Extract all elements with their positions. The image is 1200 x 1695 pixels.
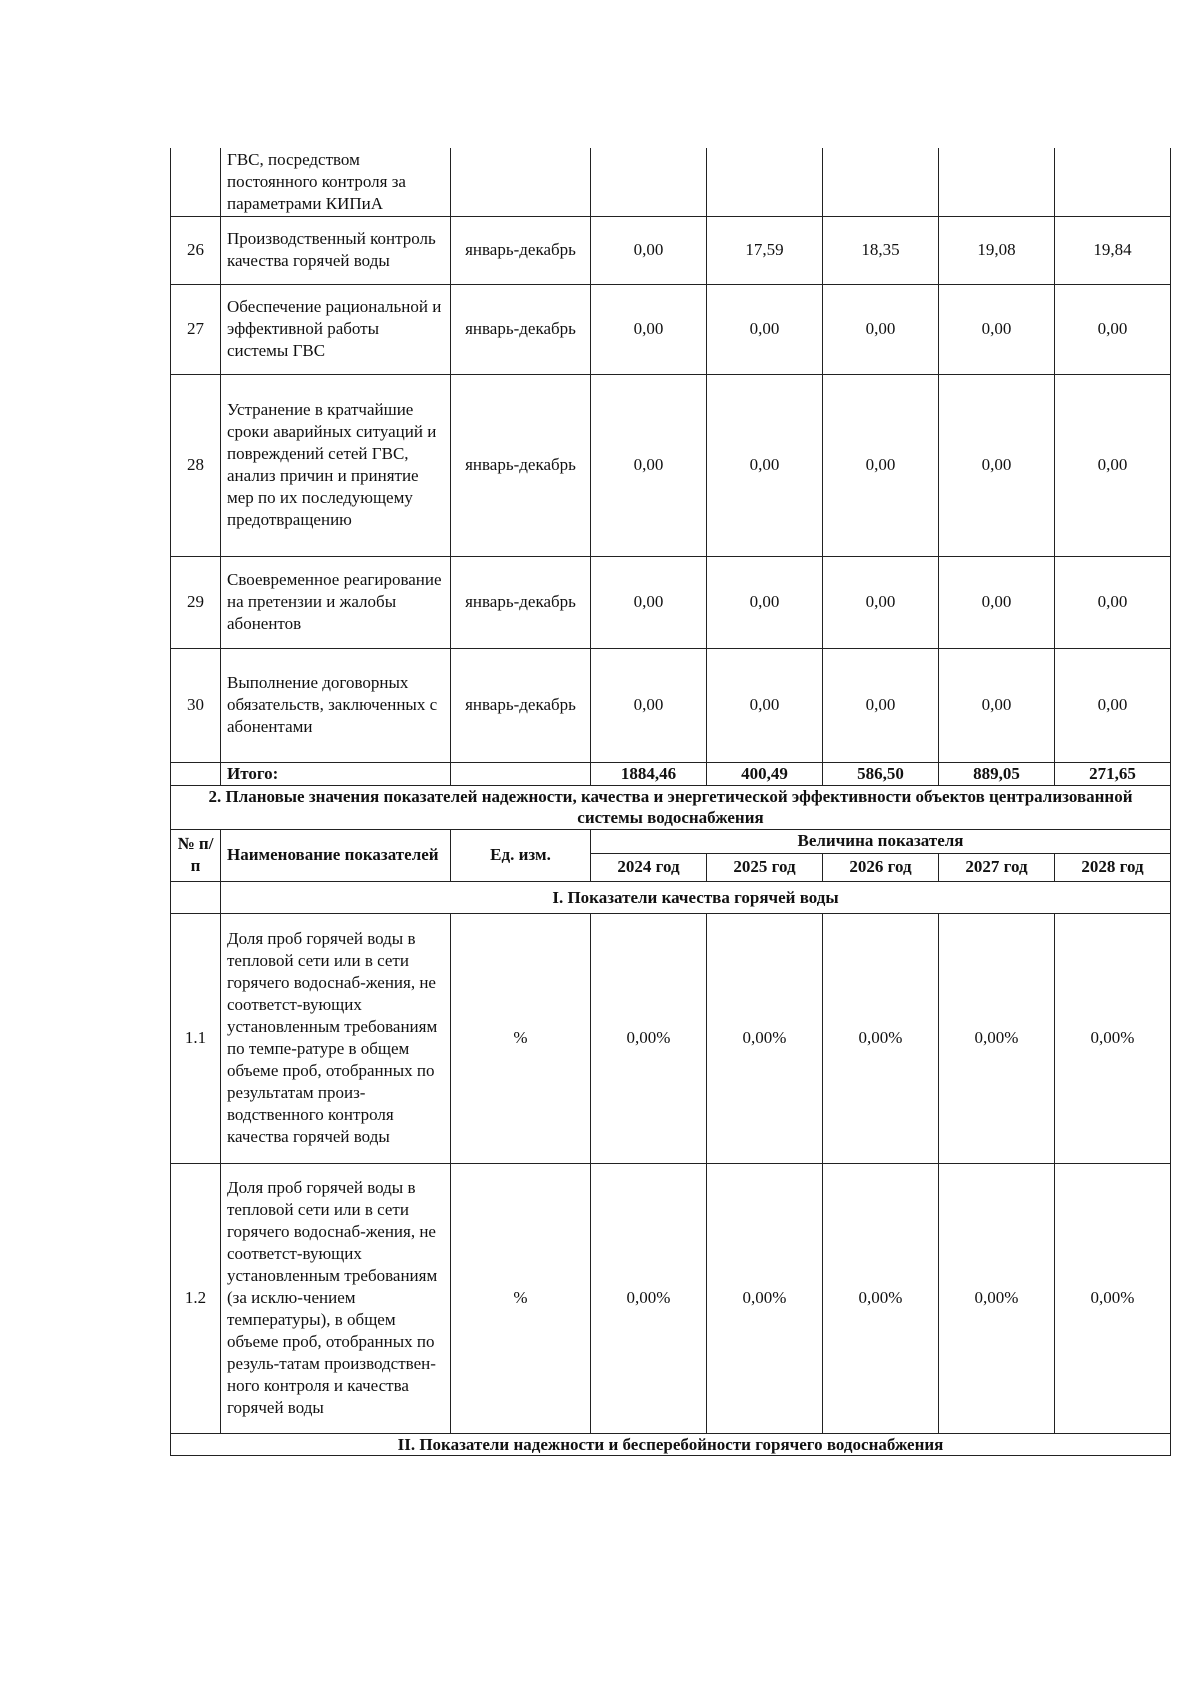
table-row [171,648,1171,762]
header-name: Наименование показателей [221,829,451,881]
row-period [451,148,591,216]
row-value-2024: 0,00 [591,216,707,284]
total-num-empty [171,762,221,785]
table-row [171,556,1171,648]
header-unit: Ед. изм. [451,829,591,881]
row-value-2026: 0,00 [823,556,939,648]
row-value-2028: 0,00 [1055,648,1171,762]
row-unit: % [451,913,591,1163]
row-value-2028: 0,00 [1055,284,1171,374]
row-value-2026: 0,00 [823,284,939,374]
subsection-row [171,1433,1171,1455]
header-group: Величина показателя [591,829,1171,853]
row-num: 1.1 [171,913,221,1163]
row-period: январь-декабрь [451,216,591,284]
header-num: № п/п [171,829,221,881]
header-year-2028: 2028 год [1055,853,1171,881]
header-year-2027: 2027 год [939,853,1055,881]
row-value-2027: 0,00 [939,556,1055,648]
table-row [171,913,1171,1163]
total-value-2026: 586,50 [823,762,939,785]
row-period: январь-декабрь [451,556,591,648]
table-row [171,148,1171,216]
total-value-2025: 400,49 [707,762,823,785]
row-value-2028 [1055,148,1171,216]
total-label: Итого: [221,762,451,785]
row-value-2025: 0,00 [707,284,823,374]
row-value-2027: 0,00 [939,374,1055,556]
row-value-2028: 0,00 [1055,374,1171,556]
total-row [171,762,1171,785]
row-num: 28 [171,374,221,556]
row-num: 26 [171,216,221,284]
row-value-2025: 0,00 [707,374,823,556]
row-name: Своевременное реагирование на претензии и жалобы абонентов [221,556,451,648]
row-value-2027: 0,00 [939,648,1055,762]
row-value-2027: 0,00% [939,913,1055,1163]
row-value-2025: 0,00% [707,913,823,1163]
header-year-2025: 2025 год [707,853,823,881]
row-value-2028: 19,84 [1055,216,1171,284]
row-value-2024: 0,00 [591,374,707,556]
row-period: январь-декабрь [451,374,591,556]
row-num: 30 [171,648,221,762]
row-value-2024: 0,00 [591,556,707,648]
row-num: 1.2 [171,1163,221,1433]
total-value-2027: 889,05 [939,762,1055,785]
row-value-2028: 0,00 [1055,556,1171,648]
header-year-2026: 2026 год [823,853,939,881]
subsection-title: II. Показатели надежности и бесперебойности горячего водоснабжения [171,1433,1171,1455]
header-year-2024: 2024 год [591,853,707,881]
row-value-2027: 19,08 [939,216,1055,284]
row-name: Обеспечение рациональной и эффективной работы системы ГВС [221,284,451,374]
table-row [171,284,1171,374]
subsection-row [171,881,1171,913]
plan-table [170,148,1171,1456]
row-value-2026: 0,00 [823,374,939,556]
row-period: январь-декабрь [451,648,591,762]
row-value-2026: 0,00% [823,913,939,1163]
section-title-row [171,785,1171,829]
row-name: Производственный контроль качества горячей воды [221,216,451,284]
row-value-2025 [707,148,823,216]
row-value-2025: 0,00 [707,556,823,648]
row-value-2024 [591,148,707,216]
row-value-2026: 0,00% [823,1163,939,1433]
row-name: Выполнение договорных обязательств, заключенных с абонентами [221,648,451,762]
row-value-2028: 0,00% [1055,1163,1171,1433]
row-num: 29 [171,556,221,648]
row-name: Доля проб горячей воды в тепловой сети или в сети горячего водоснаб-жения, не соответст-вующих установленным требованиям (за исклю-чением температуры), в общем объеме проб, отобранных по резуль-татам производствен-ного контроля и качества горячей воды [221,1163,451,1433]
row-value-2025: 0,00 [707,648,823,762]
row-value-2025: 17,59 [707,216,823,284]
row-value-2024: 0,00 [591,648,707,762]
row-unit: % [451,1163,591,1433]
table-row [171,1163,1171,1433]
subsection-title: I. Показатели качества горячей воды [221,881,1171,913]
row-value-2027: 0,00% [939,1163,1055,1433]
row-value-2024: 0,00% [591,1163,707,1433]
total-value-2024: 1884,46 [591,762,707,785]
row-value-2028: 0,00% [1055,913,1171,1163]
row-value-2026: 18,35 [823,216,939,284]
row-value-2027 [939,148,1055,216]
row-name: Доля проб горячей воды в тепловой сети или в сети горячего водоснаб-жения, не соответст-вующих установленным требованиям по темпе-ратуре в общем объеме проб, отобранных по результатам произ-водственного контроля качества горячей воды [221,913,451,1163]
section-title: 2. Плановые значения показателей надежности, качества и энергетической эффективности объектов централизованной системы водоснабжения [171,785,1171,829]
row-value-2026 [823,148,939,216]
row-num [171,148,221,216]
row-value-2026: 0,00 [823,648,939,762]
row-value-2024: 0,00 [591,284,707,374]
subsection-num-empty [171,881,221,913]
table-row [171,216,1171,284]
row-value-2025: 0,00% [707,1163,823,1433]
row-num: 27 [171,284,221,374]
row-value-2027: 0,00 [939,284,1055,374]
row-name: ГВС, посредством постоянного контроля за параметрами КИПиА [221,148,451,216]
total-period-empty [451,762,591,785]
total-value-2028: 271,65 [1055,762,1171,785]
row-value-2024: 0,00% [591,913,707,1163]
header-row [171,829,1171,853]
table-row [171,374,1171,556]
row-period: январь-декабрь [451,284,591,374]
row-name: Устранение в кратчайшие сроки аварийных ситуаций и повреждений сетей ГВС, анализ причин и принятие мер по их последующему предотвращению [221,374,451,556]
